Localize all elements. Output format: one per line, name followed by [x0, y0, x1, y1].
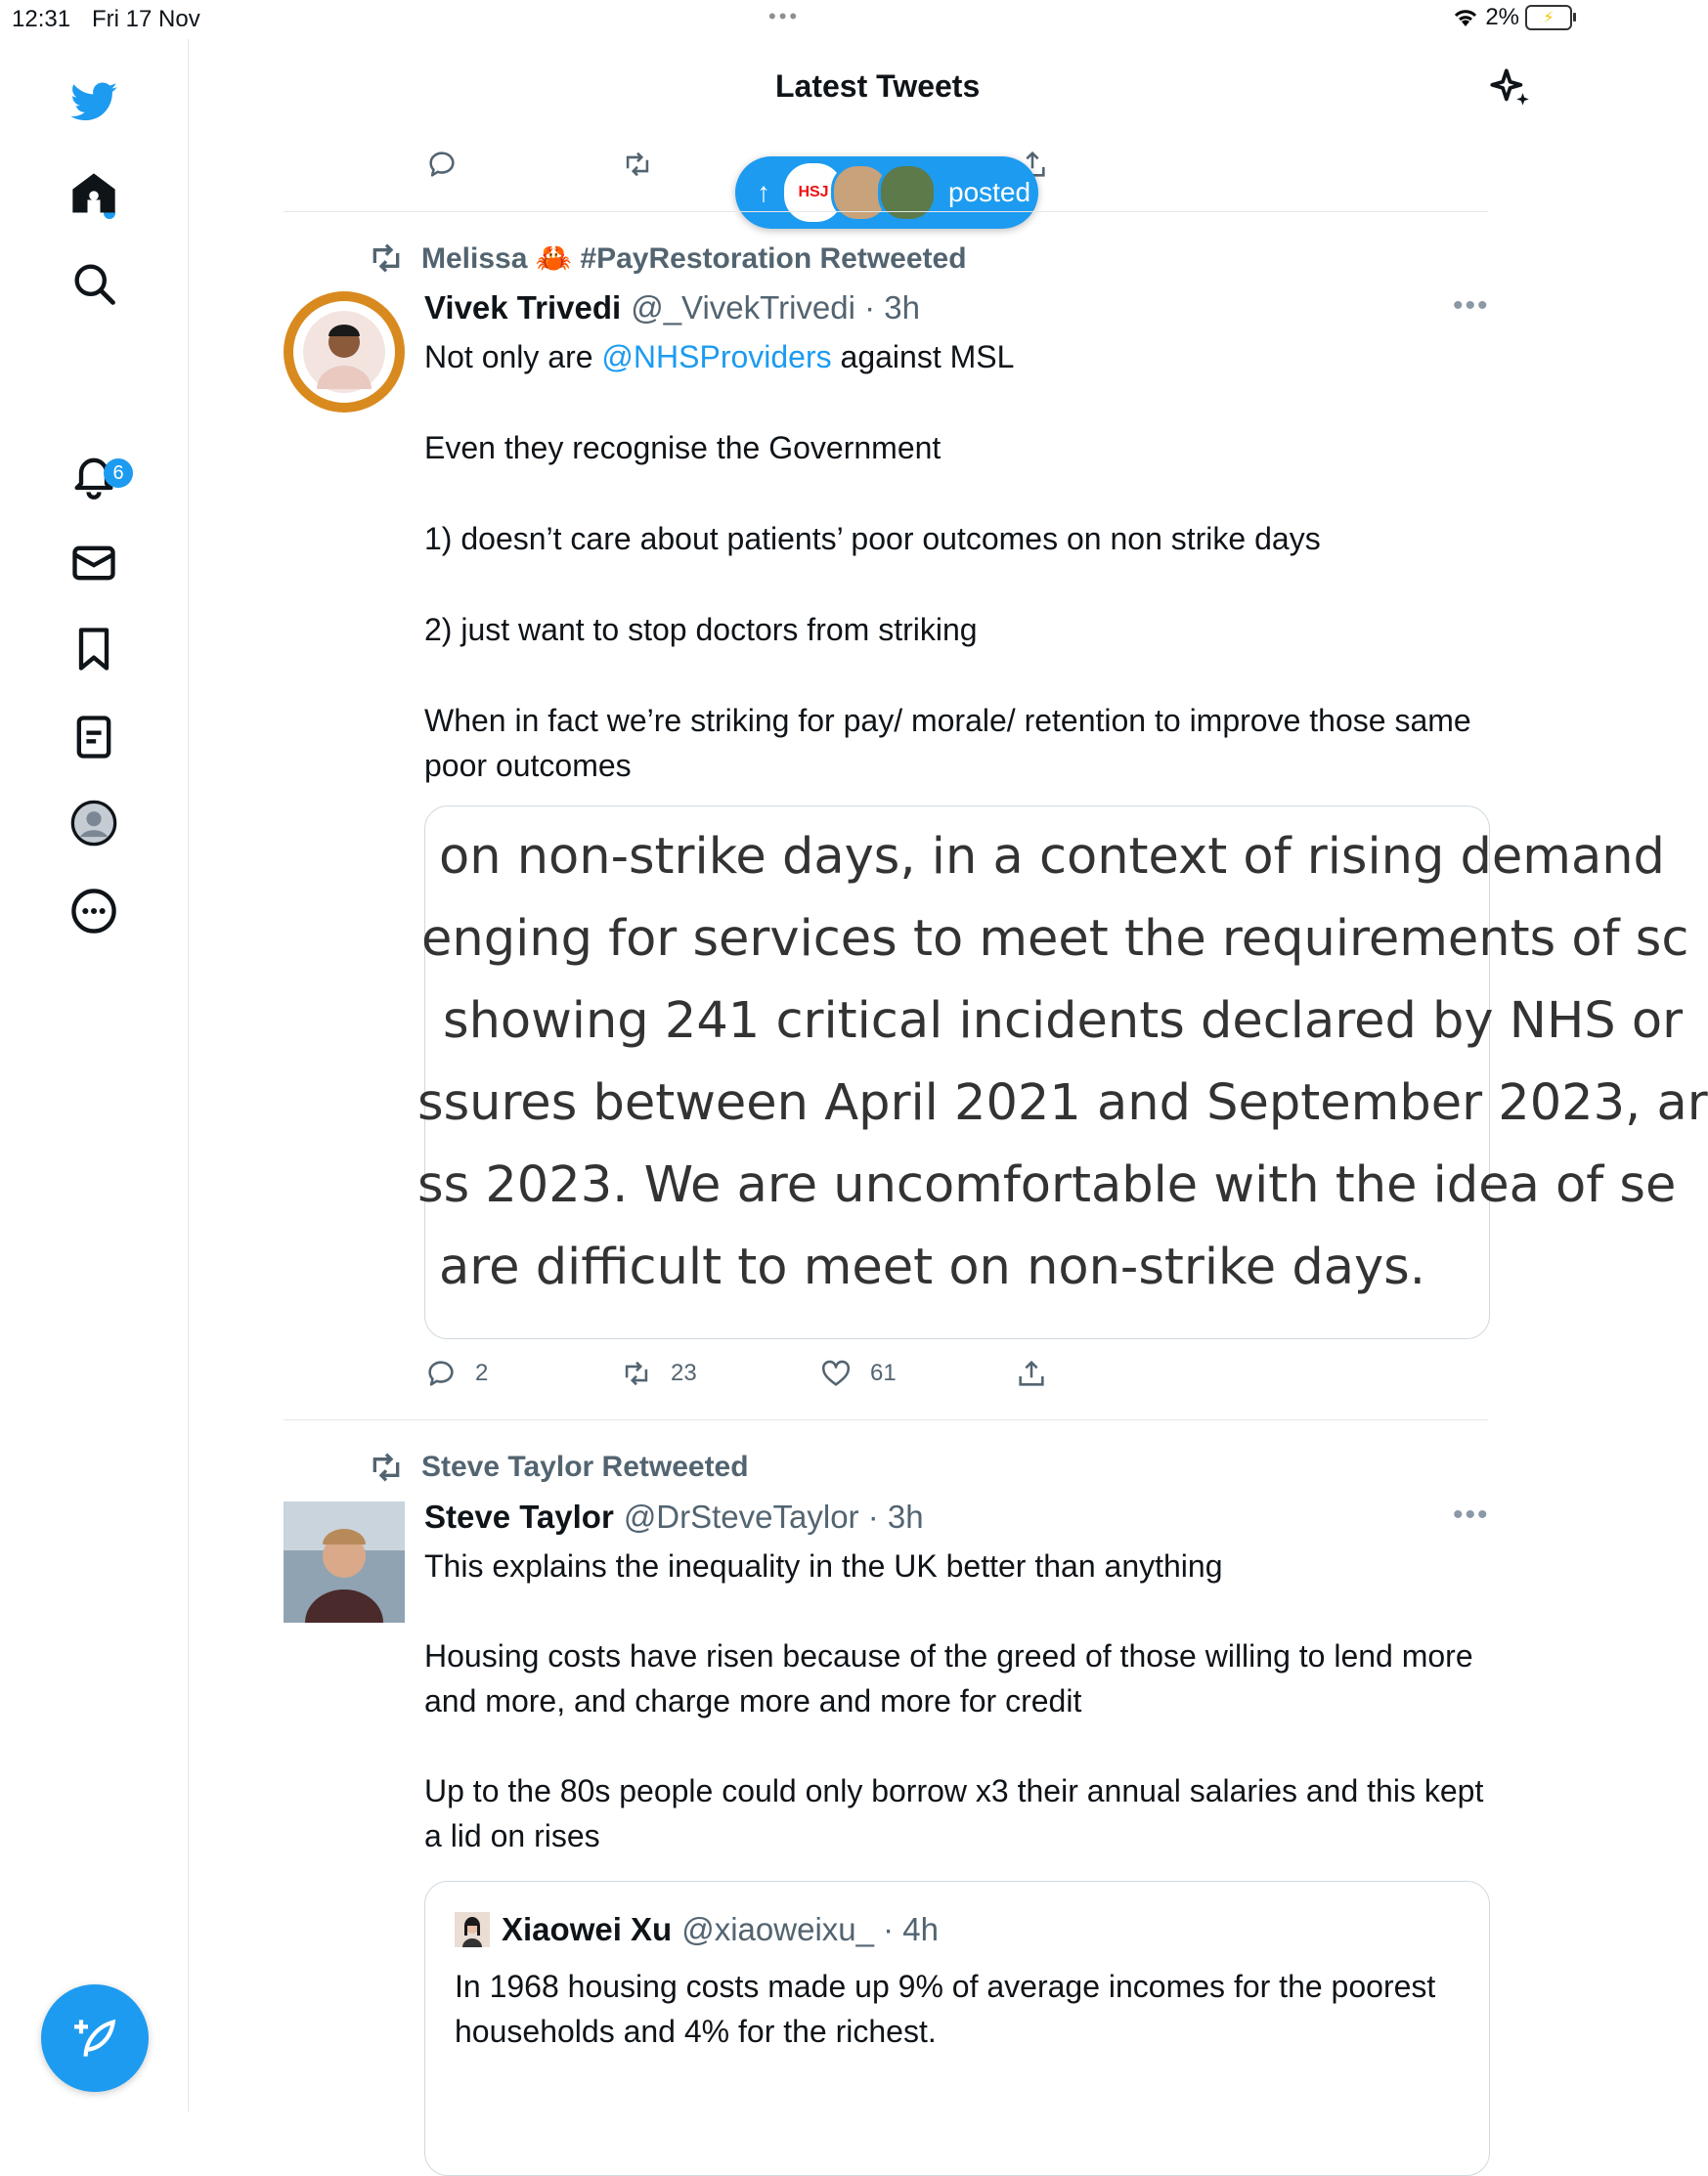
divider [284, 211, 1488, 212]
reply-count: 2 [475, 1360, 489, 1386]
tweet-text: Not only are [424, 339, 602, 374]
divider [284, 1419, 1488, 1420]
battery-icon: ⚡ [1525, 5, 1572, 30]
retweet-icon[interactable] [618, 145, 657, 184]
tweet-paragraph: This explains the inequality in the UK better than anything [424, 1548, 1223, 1584]
retweet-context[interactable] [367, 1448, 749, 1487]
reply-button[interactable] [424, 1357, 620, 1390]
retweeted-by-label: Steve Taylor Retweeted [421, 1451, 749, 1483]
tweet-body [424, 1544, 1490, 1858]
search-icon[interactable] [61, 250, 127, 317]
arrow-up-icon: ↑ [757, 177, 770, 207]
lists-icon[interactable] [61, 704, 127, 770]
tweet-body [424, 334, 1490, 788]
sparkle-icon[interactable] [1486, 65, 1535, 113]
status-date: Fri 17 Nov [92, 6, 200, 32]
author-handle[interactable]: @DrSteveTaylor · 3h [623, 1499, 924, 1535]
like-button[interactable] [819, 1357, 1015, 1390]
retweet-context[interactable] [367, 239, 967, 278]
retweet-button[interactable] [620, 1357, 819, 1390]
avatar[interactable] [284, 1501, 405, 1623]
multitasking-dots-icon[interactable]: ••• [768, 4, 801, 28]
media-text-line: ssures between April 2021 and September 2023, ar [417, 1074, 1708, 1132]
retweet-icon [367, 239, 406, 278]
tweet-header [424, 289, 920, 326]
like-count: 61 [870, 1360, 897, 1386]
tweet-header [424, 1499, 924, 1536]
profile-avatar[interactable] [61, 790, 127, 856]
tweet-paragraph: Housing costs have risen because of the greed of those willing to lend more and more, and charge more and more for credit [424, 1638, 1473, 1719]
author-name[interactable]: Vivek Trivedi [424, 289, 622, 326]
status-bar [0, 0, 1584, 39]
tweet-text: against MSL [831, 339, 1015, 374]
tweet-paragraph: 1) doesn’t care about patients’ poor outcomes on non strike days [424, 521, 1321, 556]
quote-author-handle: @xiaoweixu_ · 4h [681, 1911, 940, 1947]
new-posts-pill[interactable] [735, 156, 1038, 229]
retweet-count: 23 [671, 1360, 697, 1386]
reply-icon [424, 1357, 458, 1390]
home-icon[interactable] [61, 160, 127, 227]
status-right [1452, 4, 1572, 31]
tweet-first-line [424, 334, 1490, 379]
wifi-icon [1452, 7, 1479, 28]
reply-icon[interactable] [422, 145, 461, 184]
quote-avatar [455, 1912, 490, 1947]
pill-avatar [878, 163, 937, 222]
pill-avatar: HSJ [784, 163, 843, 222]
more-icon[interactable] [61, 878, 127, 944]
pill-avatars [784, 163, 937, 222]
share-icon [1015, 1357, 1048, 1390]
tweet-paragraph: Even they recognise the Government [424, 430, 942, 465]
tweet-paragraph: Up to the 80s people could only borrow x3 their annual salaries and this kept a lid on rises [424, 1773, 1484, 1853]
media-text-line: are difficult to meet on non-strike days. [439, 1239, 1425, 1296]
tweet-more-icon[interactable]: ••• [1453, 289, 1490, 322]
author-handle[interactable]: @_VivekTrivedi · 3h [631, 289, 920, 326]
tweet-more-icon[interactable]: ••• [1453, 1499, 1490, 1531]
pill-label: posted [948, 177, 1031, 207]
tweet-paragraph: 2) just want to stop doctors from striking [424, 612, 978, 647]
quote-text: In 1968 housing costs made up 9% of average incomes for the poorest households and 4% for the richest. [455, 1969, 1436, 2049]
heart-icon [819, 1357, 853, 1390]
media-text-line: on non-strike days, in a context of rising demand [439, 828, 1665, 886]
share-button[interactable] [1015, 1357, 1066, 1390]
avatar[interactable] [284, 291, 405, 413]
page-title: Latest Tweets [775, 68, 981, 104]
timeline-header [189, 39, 1584, 137]
author-name[interactable]: Steve Taylor [424, 1499, 614, 1535]
compose-feather-icon [67, 2011, 122, 2066]
quoted-tweet[interactable] [424, 1881, 1490, 2176]
compose-tweet-button[interactable] [41, 1984, 149, 2092]
tweet-paragraph: When in fact we’re striking for pay/ morale/ retention to improve those same poor outcomes [424, 703, 1471, 783]
tweet-media-image[interactable] [417, 805, 1708, 1339]
retweet-icon [367, 1448, 406, 1487]
tweet-actions [424, 1357, 1066, 1390]
media-text-line: enging for services to meet the requirements of sc [421, 910, 1689, 968]
quote-author-name: Xiaowei Xu [502, 1911, 673, 1947]
media-text-line: ss 2023. We are uncomfortable with the idea of se [417, 1156, 1677, 1214]
mail-icon[interactable] [61, 530, 127, 596]
retweeted-by-label: Melissa 🦀 #PayRestoration Retweeted [421, 241, 967, 275]
retweet-icon [620, 1357, 653, 1390]
battery-percent: 2% [1485, 4, 1519, 30]
status-time: 12:31 [12, 6, 71, 32]
media-text-line: showing 241 critical incidents declared by NHS or [443, 992, 1684, 1050]
mention-link[interactable]: @NHSProviders [601, 339, 832, 374]
twitter-bird-icon[interactable] [61, 68, 127, 135]
notification-badge: 6 [104, 458, 133, 488]
quote-header [455, 1911, 939, 1948]
sidebar [0, 39, 189, 2111]
bookmark-icon[interactable] [61, 616, 127, 682]
